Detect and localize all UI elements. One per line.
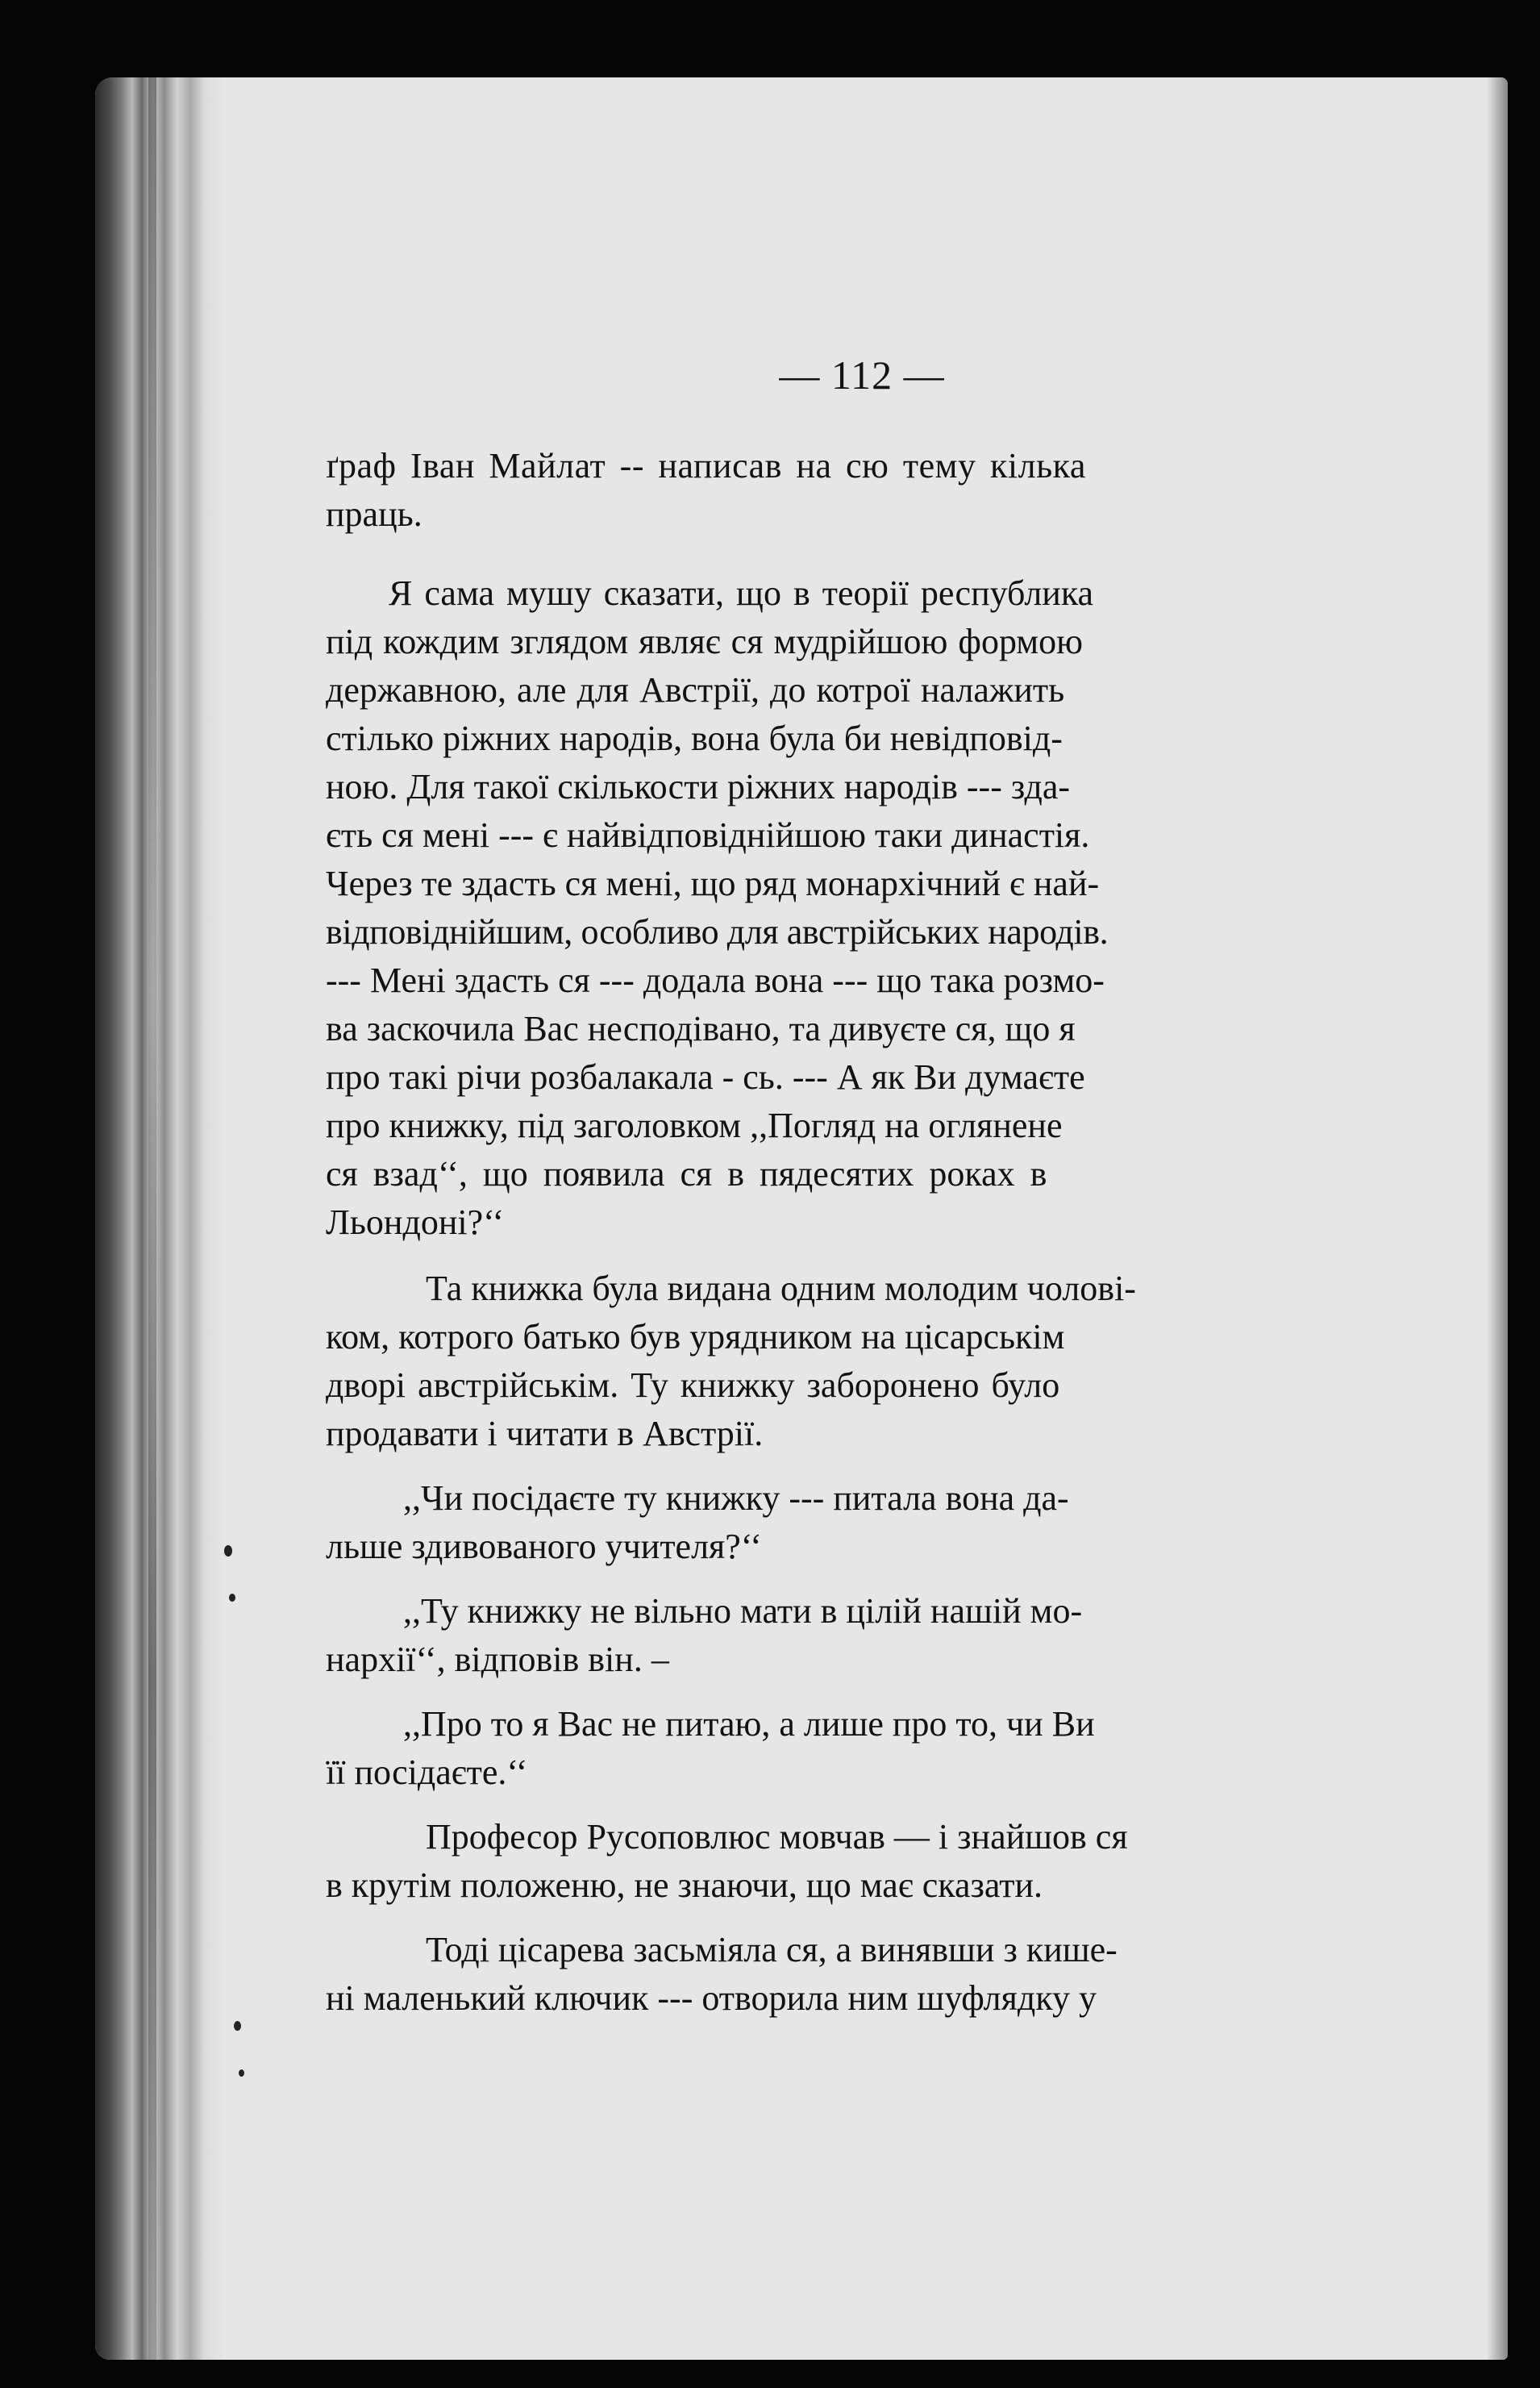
text-line: відповіднійшим, особливо для австрійських народів. [326, 912, 1109, 952]
text-line: Та книжка була видана одним молодим чолові- [426, 1269, 1136, 1308]
text-line: ґраф Іван Майлат -- написав на сю тему кілька [326, 446, 1086, 486]
text-line: Тоді цісарева засьміяла ся, а винявши з кише- [426, 1930, 1118, 1969]
page-number: — 112 — [779, 352, 945, 398]
body-text [326, 442, 1503, 2023]
text-line: ся взад‘‘, що появила ся в пядесятих роках в [326, 1154, 1047, 1194]
text-line: Професор Русоповлюс мовчав — і знайшов ся [426, 1817, 1128, 1857]
scan-speck [224, 1545, 232, 1557]
text-line: державною, але для Австрії, до котрої налажить [326, 670, 1065, 710]
text-line: нархії‘‘, відповів він. – [326, 1640, 669, 1679]
text-line: ,,Ту книжку не вільно мати в цілій нашій мо- [403, 1591, 1083, 1631]
text-line: під кождим зглядом являє ся мудрійшою формою [326, 622, 1083, 661]
text-line: --- Мені здасть ся --- додала вона --- що така розмо- [326, 961, 1105, 1000]
gutter-streak [148, 77, 156, 2360]
text-line: ,,Чи посідаєте ту книжку --- питала вона да- [403, 1478, 1069, 1518]
text-line: льше здивованого учителя?‘‘ [326, 1527, 762, 1566]
text-line: ,,Про то я Вас не питаю, а лише про то, чи Ви [403, 1704, 1095, 1744]
scan-speck [239, 2069, 244, 2077]
text-line: ва заскочила Вас несподівано, та дивуєте ся, що я [326, 1009, 1076, 1048]
scan-speck [234, 2021, 241, 2031]
text-line: ні маленький ключик --- отворила ним шуфлядку у [326, 1978, 1097, 2018]
text-line: дворі австрійськім. Ту книжку заборонено було [326, 1365, 1060, 1405]
text-line: Льондоні?‘‘ [326, 1202, 505, 1242]
text-line: про книжку, під заголовком ,,Погляд на оглянене [326, 1106, 1063, 1145]
text-line: ком, котрого батько був урядником на цісарськім [326, 1317, 1065, 1357]
text-line: єть ся мені --- є найвідповіднійшою таки династія. [326, 815, 1090, 855]
text-line: про такі річи розбалакала - сь. --- А як Ви думаєте [326, 1057, 1085, 1097]
text-line: її посідаєте.‘‘ [326, 1752, 528, 1792]
text-line: продавати і читати в Австрії. [326, 1414, 764, 1453]
page-gutter-shadow [95, 77, 224, 2360]
text-line: стілько ріжних народів, вона була би невідповід- [326, 719, 1063, 758]
text-line: праць. [326, 494, 422, 534]
text-line: ною. Для такої скількости ріжних народів --- зда- [326, 767, 1071, 806]
text-line: Я сама мушу сказати, що в теорії республика [389, 573, 1094, 613]
text-line: в крутім положеню, не знаючи, що має сказати. [326, 1865, 1043, 1905]
scan-speck [229, 1594, 235, 1602]
text-line: Через те здасть ся мені, що ряд монархічний є най- [326, 864, 1100, 903]
